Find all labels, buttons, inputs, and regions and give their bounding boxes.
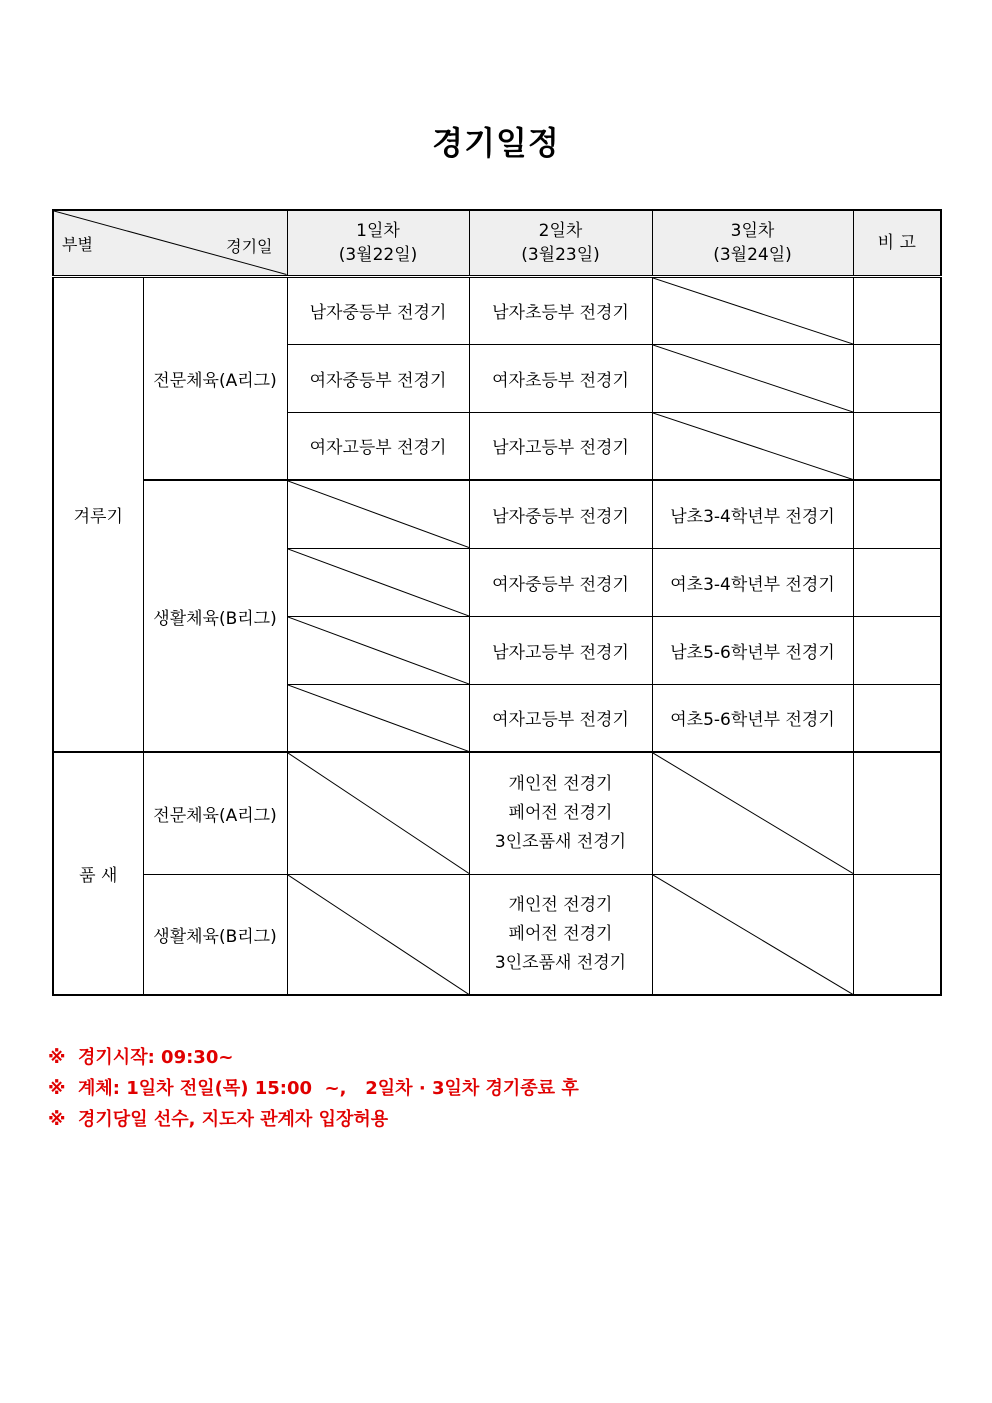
schedule-cell: 남초5-6학년부 전경기 — [652, 616, 853, 684]
note-start-time: ※ 경기시작: 09:30~ — [48, 1047, 234, 1068]
schedule-cell: 개인전 전경기 페어전 전경기 3인조품새 전경기 — [469, 752, 652, 874]
remarks-cell — [853, 616, 941, 684]
schedule-cell: 여자초등부 전경기 — [469, 344, 652, 412]
league-b: 생활체육(B리그) — [143, 480, 287, 752]
empty-cell-slash — [652, 276, 853, 344]
remarks-header: 비 고 — [853, 210, 941, 276]
empty-cell-slash — [287, 480, 469, 548]
schedule-cell: 남자중등부 전경기 — [287, 276, 469, 344]
schedule-cell: 남자고등부 전경기 — [469, 412, 652, 480]
schedule-cell: 여초3-4학년부 전경기 — [652, 548, 853, 616]
remarks-cell — [853, 344, 941, 412]
remarks-cell — [853, 276, 941, 344]
schedule-cell: 여자고등부 전경기 — [469, 684, 652, 752]
schedule-cell: 남자초등부 전경기 — [469, 276, 652, 344]
schedule-cell: 여자고등부 전경기 — [287, 412, 469, 480]
date-label: 경기일 — [226, 237, 273, 256]
schedule-cell: 남자고등부 전경기 — [469, 616, 652, 684]
table-row — [53, 276, 941, 344]
remarks-cell — [853, 480, 941, 548]
empty-cell-slash — [652, 344, 853, 412]
empty-cell-slash — [287, 548, 469, 616]
table-row — [53, 752, 941, 874]
league-b: 생활체육(B리그) — [143, 874, 287, 995]
schedule-table — [52, 209, 942, 996]
note-weigh-in: ※ 계체: 1일차 전일(목) 15:00 ~, 2일차 · 3일차 경기종료 후 — [48, 1078, 579, 1099]
day1-header: 1일차 (3월22일) — [287, 210, 469, 276]
empty-cell-slash — [652, 412, 853, 480]
schedule-cell: 남초3-4학년부 전경기 — [652, 480, 853, 548]
empty-cell-slash — [287, 616, 469, 684]
schedule-cell: 여자중등부 전경기 — [287, 344, 469, 412]
table-row — [53, 874, 941, 995]
league-a: 전문체육(A리그) — [143, 276, 287, 480]
category-label: 부별 — [62, 234, 93, 254]
schedule-cell: 여초5-6학년부 전경기 — [652, 684, 853, 752]
table-row — [53, 480, 941, 548]
schedule-cell: 남자중등부 전경기 — [469, 480, 652, 548]
day2-header: 2일차 (3월23일) — [469, 210, 652, 276]
group-poomsae: 품 새 — [53, 752, 143, 995]
empty-cell-slash — [287, 684, 469, 752]
remarks-cell — [853, 874, 941, 995]
empty-cell-slash — [287, 874, 469, 995]
league-a: 전문체육(A리그) — [143, 752, 287, 874]
empty-cell-slash — [287, 752, 469, 874]
remarks-cell — [853, 548, 941, 616]
note-admission: ※ 경기당일 선수, 지도자 관계자 입장허용 — [48, 1109, 389, 1130]
remarks-cell — [853, 684, 941, 752]
day3-header: 3일차 (3월24일) — [652, 210, 853, 276]
schedule-cell: 개인전 전경기 페어전 전경기 3인조품새 전경기 — [469, 874, 652, 995]
page-title: 경기일정 — [432, 124, 560, 162]
remarks-cell — [853, 412, 941, 480]
header-row — [53, 210, 941, 276]
group-gyeorugi: 겨루기 — [53, 276, 143, 752]
remarks-cell — [853, 752, 941, 874]
header-corner-cell — [53, 210, 287, 276]
notes — [48, 1042, 579, 1135]
schedule-cell: 여자중등부 전경기 — [469, 548, 652, 616]
empty-cell-slash — [652, 752, 853, 874]
empty-cell-slash — [652, 874, 853, 995]
